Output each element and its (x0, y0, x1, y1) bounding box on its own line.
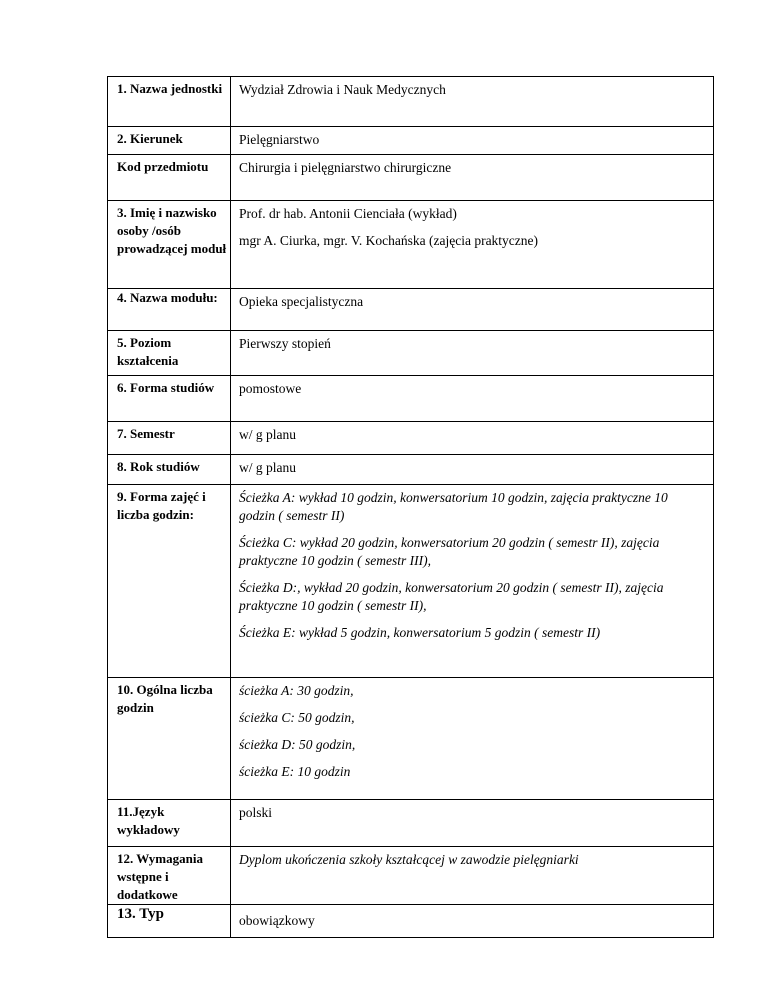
table-row (108, 422, 714, 455)
row-value: obowiązkowy (239, 913, 315, 928)
table-row (108, 455, 714, 485)
table-row (108, 678, 714, 800)
value-cell (231, 485, 714, 678)
value-cell (231, 376, 714, 422)
label-cell (108, 678, 231, 800)
value-cell (231, 905, 714, 938)
row-value: mgr A. Ciurka, mgr. V. Kochańska (zajęcia praktyczne) (239, 233, 539, 248)
row-label: 13. Typ (117, 906, 164, 922)
row-value: Ścieżka D:, wykład 20 godzin, konwersatorium 20 godzin ( semestr II), zajęcia praktyczne 10 godzin ( semestr II), (239, 580, 664, 613)
value-cell (231, 201, 714, 289)
label-cell (108, 847, 231, 905)
row-label: 12. Wymagania wstępne i dodatkowe (117, 851, 203, 902)
row-value: Prof. dr hab. Antonii Cienciała (wykład) (239, 206, 457, 221)
row-value: Dyplom ukończenia szkoły kształcącej w zawodzie pielęgniarki (239, 852, 579, 867)
syllabus-table (107, 76, 714, 938)
row-label: 3. Imię i nazwisko osoby /osób prowadzącej moduł (117, 205, 227, 256)
value-cell (231, 800, 714, 847)
label-cell (108, 289, 231, 331)
row-value: Pielęgniarstwo (239, 132, 320, 147)
table-row (108, 800, 714, 847)
row-label: 4. Nazwa modułu: (117, 290, 218, 305)
table-row (108, 77, 714, 127)
value-cell (231, 155, 714, 201)
label-cell (108, 485, 231, 678)
table-row (108, 289, 714, 331)
value-cell (231, 127, 714, 155)
row-value: Ścieżka C: wykład 20 godzin, konwersatorium 20 godzin ( semestr II), zajęcia praktyczne 10 godzin ( semestr III), (239, 535, 660, 568)
table-row (108, 847, 714, 905)
label-cell (108, 455, 231, 485)
row-label: 8. Rok studiów (117, 459, 200, 474)
row-label: 11.Język wykładowy (117, 804, 180, 837)
label-cell (108, 331, 231, 376)
row-value: ścieżka A: 30 godzin, (239, 683, 354, 698)
row-value: w/ g planu (239, 460, 296, 475)
table-row (108, 485, 714, 678)
table-row (108, 376, 714, 422)
table-row (108, 331, 714, 376)
row-value: polski (239, 805, 273, 820)
row-label: 1. Nazwa jednostki (117, 81, 223, 96)
table-row (108, 905, 714, 938)
row-label: 2. Kierunek (117, 131, 183, 146)
value-cell (231, 422, 714, 455)
table-row (108, 201, 714, 289)
row-label: 6. Forma studiów (117, 380, 215, 395)
row-value: Ścieżka A: wykład 10 godzin, konwersatorium 10 godzin, zajęcia praktyczne 10 godzin ( semestr II) (239, 490, 668, 523)
table-row (108, 155, 714, 201)
label-cell (108, 422, 231, 455)
value-cell (231, 847, 714, 905)
table-row (108, 127, 714, 155)
row-value: Ścieżka E: wykład 5 godzin, konwersatorium 5 godzin ( semestr II) (239, 625, 601, 640)
row-value: w/ g planu (239, 427, 296, 442)
row-label: 5. Poziom kształcenia (117, 335, 179, 368)
label-cell (108, 905, 231, 938)
label-cell (108, 77, 231, 127)
value-cell (231, 331, 714, 376)
row-value: ścieżka D: 50 godzin, (239, 737, 356, 752)
value-cell (231, 455, 714, 485)
row-value: Wydział Zdrowia i Nauk Medycznych (239, 82, 446, 97)
row-label: 7. Semestr (117, 426, 175, 441)
row-value: ścieżka E: 10 godzin (239, 764, 351, 779)
row-value: Pierwszy stopień (239, 336, 331, 351)
row-value: ścieżka C: 50 godzin, (239, 710, 355, 725)
value-cell (231, 77, 714, 127)
label-cell (108, 201, 231, 289)
value-cell (231, 289, 714, 331)
label-cell (108, 376, 231, 422)
value-cell (231, 678, 714, 800)
row-label: Kod przedmiotu (117, 159, 209, 174)
row-value: Chirurgia i pielęgniarstwo chirurgiczne (239, 160, 452, 175)
row-label: 9. Forma zajęć i liczba godzin: (117, 489, 206, 522)
label-cell (108, 127, 231, 155)
label-cell (108, 155, 231, 201)
row-label: 10. Ogólna liczba godzin (117, 682, 213, 715)
row-value: Opieka specjalistyczna (239, 294, 364, 309)
row-value: pomostowe (239, 381, 302, 396)
label-cell (108, 800, 231, 847)
